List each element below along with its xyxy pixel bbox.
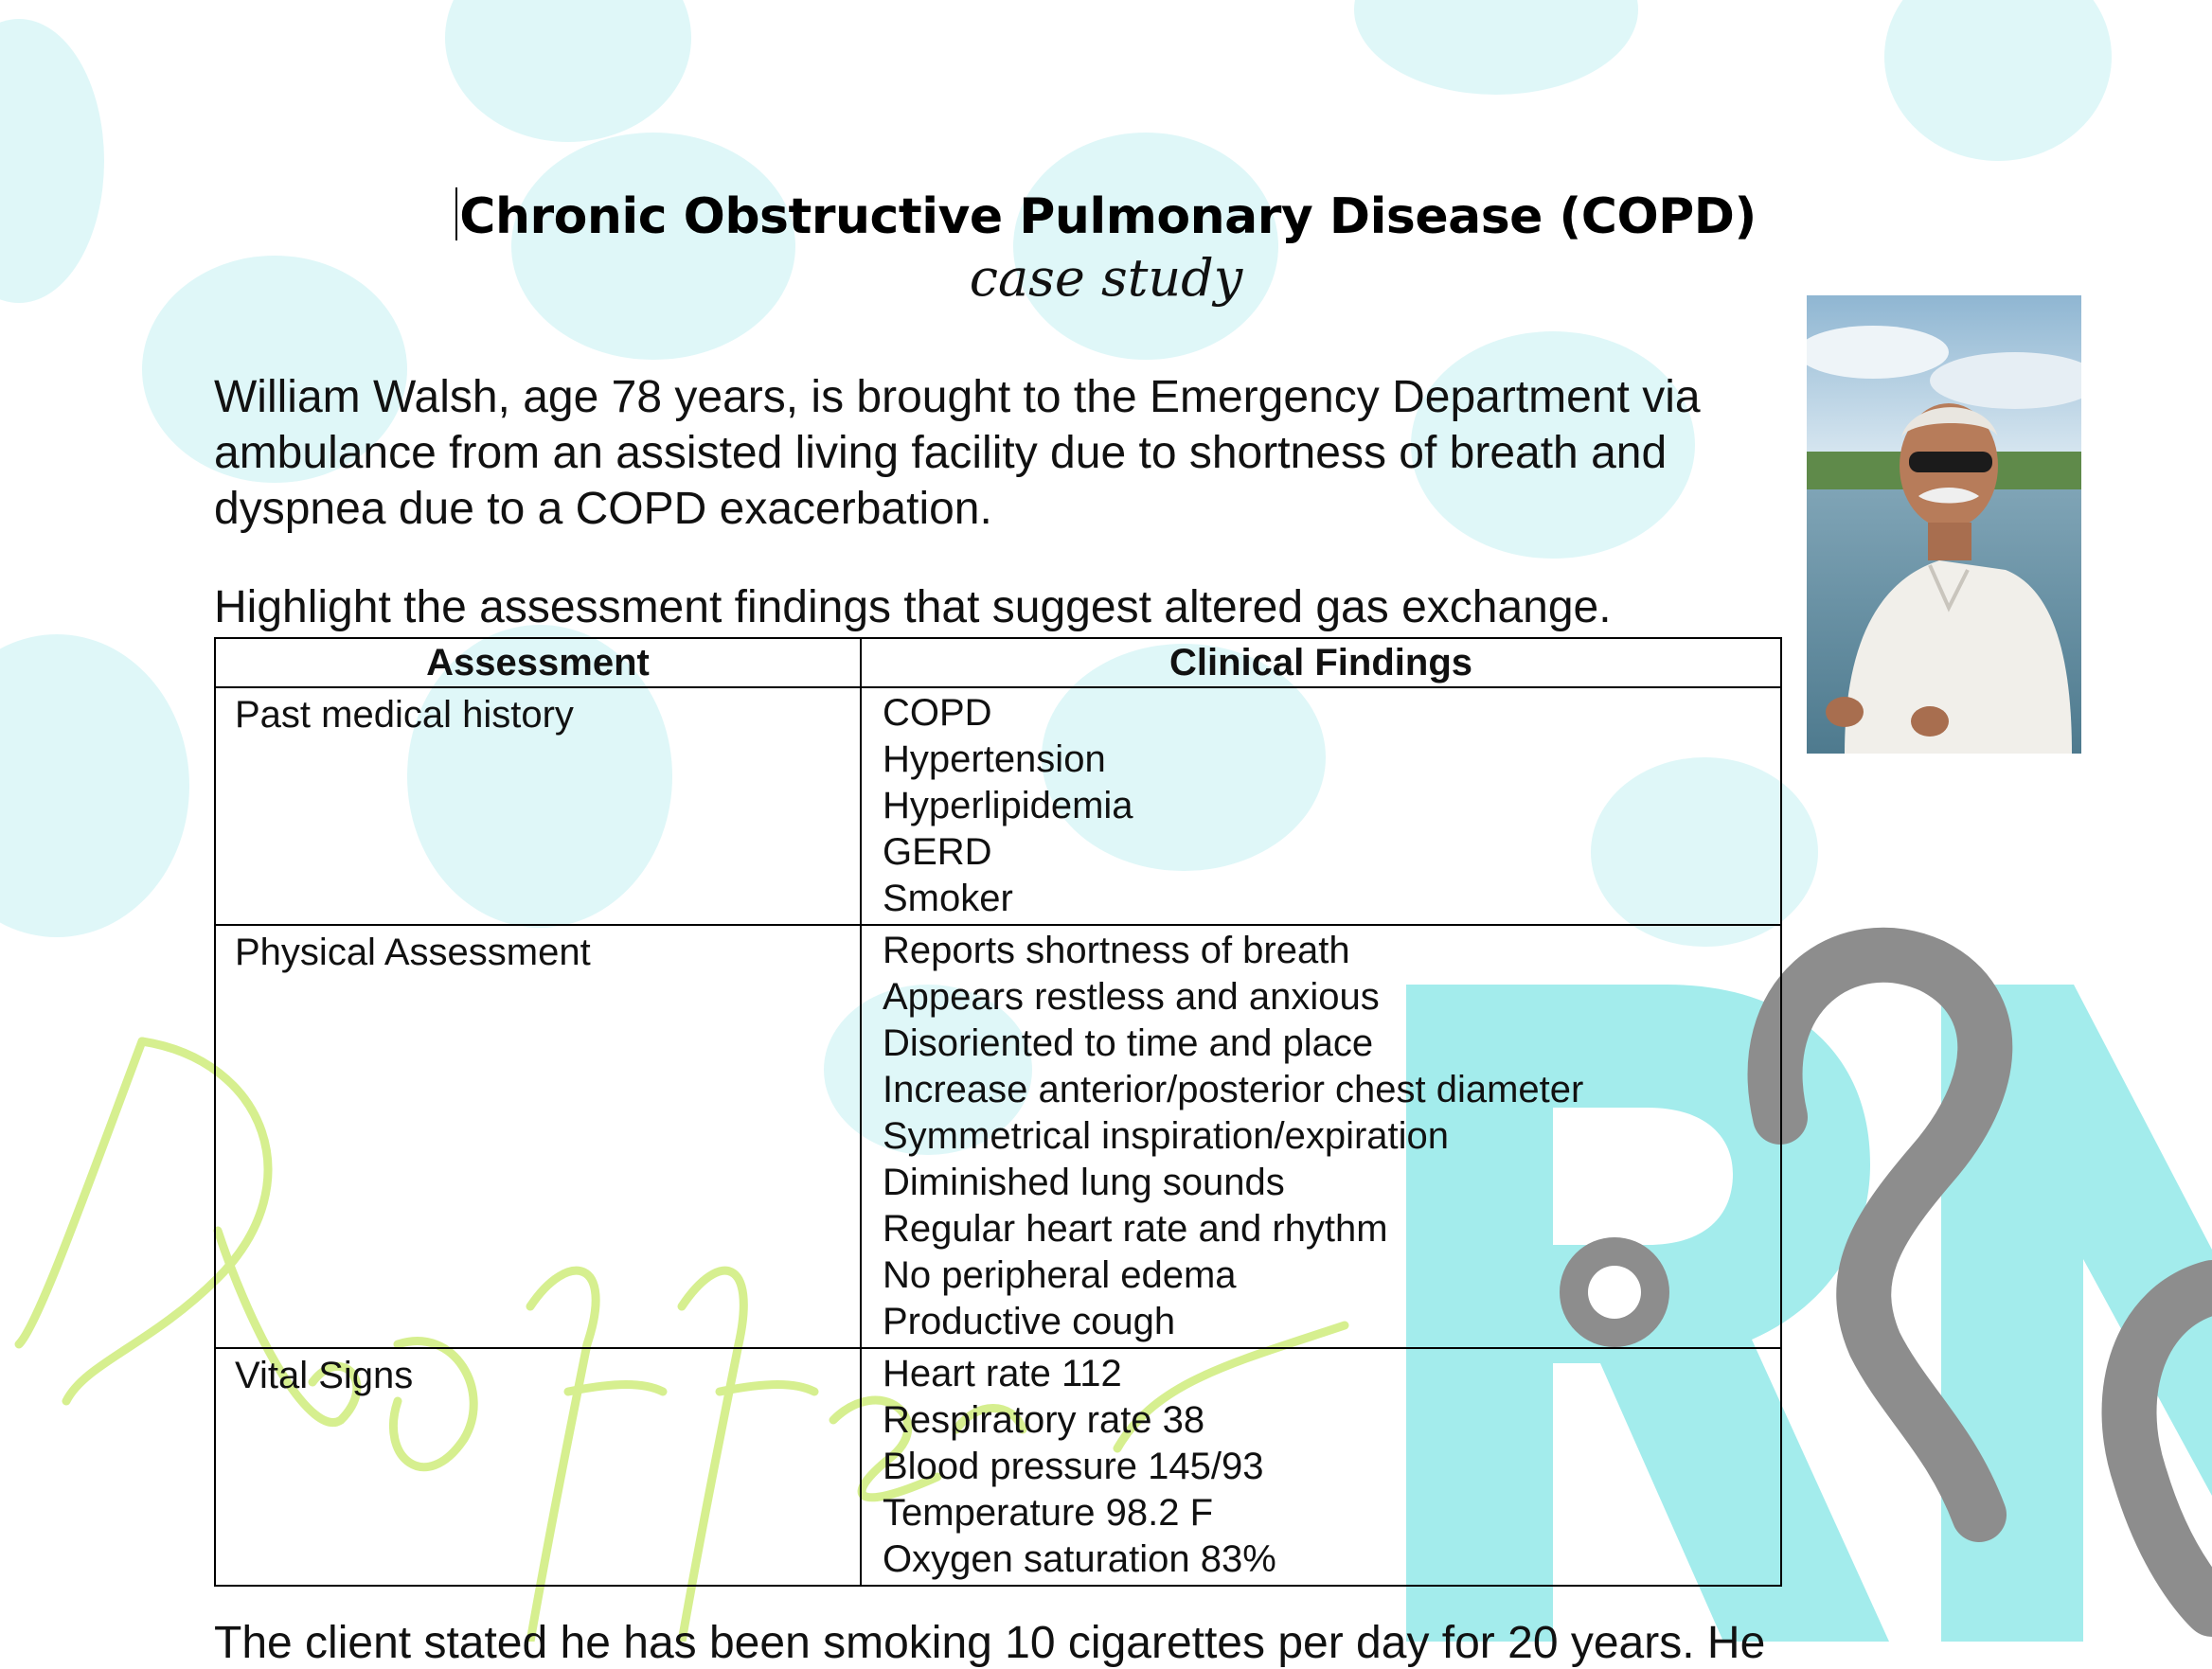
finding-item[interactable]: Smoker — [883, 878, 1013, 919]
document-subtitle: case study — [969, 248, 1243, 308]
finding-item[interactable]: Hypertension — [883, 738, 1106, 780]
finding-item[interactable]: Temperature 98.2 F — [883, 1492, 1214, 1534]
table-row — [215, 1348, 1781, 1586]
bottom-paragraph-partial: The client stated he has been smoking 10 cigarettes per day for 20 years. He — [214, 1618, 1766, 1668]
table-row — [215, 925, 1781, 1348]
finding-item[interactable]: No peripheral edema — [883, 1254, 1237, 1296]
patient-photo-illustration — [1807, 295, 2081, 754]
instruction-text: Highlight the assessment findings that suggest altered gas exchange. — [214, 582, 1612, 632]
header-assessment: Assessment — [215, 638, 861, 687]
finding-item[interactable]: Appears restless and anxious — [883, 976, 1380, 1018]
finding-item[interactable]: Respiratory rate 38 — [883, 1399, 1205, 1441]
row-findings — [861, 925, 1781, 1348]
table-row — [215, 687, 1781, 925]
finding-item[interactable]: Heart rate 112 — [883, 1353, 1122, 1394]
finding-item[interactable]: Blood pressure 145/93 — [883, 1446, 1264, 1487]
row-findings — [861, 687, 1781, 925]
finding-item[interactable]: Increase anterior/posterior chest diameter — [883, 1069, 1584, 1110]
finding-item[interactable]: Productive cough — [883, 1301, 1176, 1342]
finding-item[interactable]: Hyperlipidemia — [883, 785, 1133, 826]
finding-item[interactable]: GERD — [883, 831, 992, 873]
row-label: Past medical history — [215, 687, 861, 925]
finding-item[interactable]: Diminished lung sounds — [883, 1162, 1285, 1203]
finding-item[interactable]: Oxygen saturation 83% — [883, 1538, 1276, 1580]
patient-photo — [1807, 295, 2081, 754]
finding-item[interactable]: Symmetrical inspiration/expiration — [883, 1115, 1450, 1157]
finding-item[interactable]: Disoriented to time and place — [883, 1022, 1374, 1064]
document-title-text: Chronic Obstructive Pulmonary Disease (COPD) — [459, 188, 1757, 245]
row-label: Vital Signs — [215, 1348, 861, 1586]
table-header-row — [215, 638, 1781, 687]
document-title — [0, 187, 2212, 245]
text-cursor — [455, 187, 457, 240]
row-findings — [861, 1348, 1781, 1586]
row-label: Physical Assessment — [215, 925, 861, 1348]
finding-item[interactable]: COPD — [883, 692, 992, 734]
case-intro-paragraph: William Walsh, age 78 years, is brought to the Emergency Department via ambulance from an assisted living facility due to shortness of breath and dyspnea due to a COPD exacerbation. — [214, 372, 1701, 534]
assessment-table — [214, 637, 1782, 1587]
finding-item[interactable]: Reports shortness of breath — [883, 930, 1350, 971]
header-clinical-findings: Clinical Findings — [861, 638, 1781, 687]
finding-item[interactable]: Regular heart rate and rhythm — [883, 1208, 1388, 1250]
